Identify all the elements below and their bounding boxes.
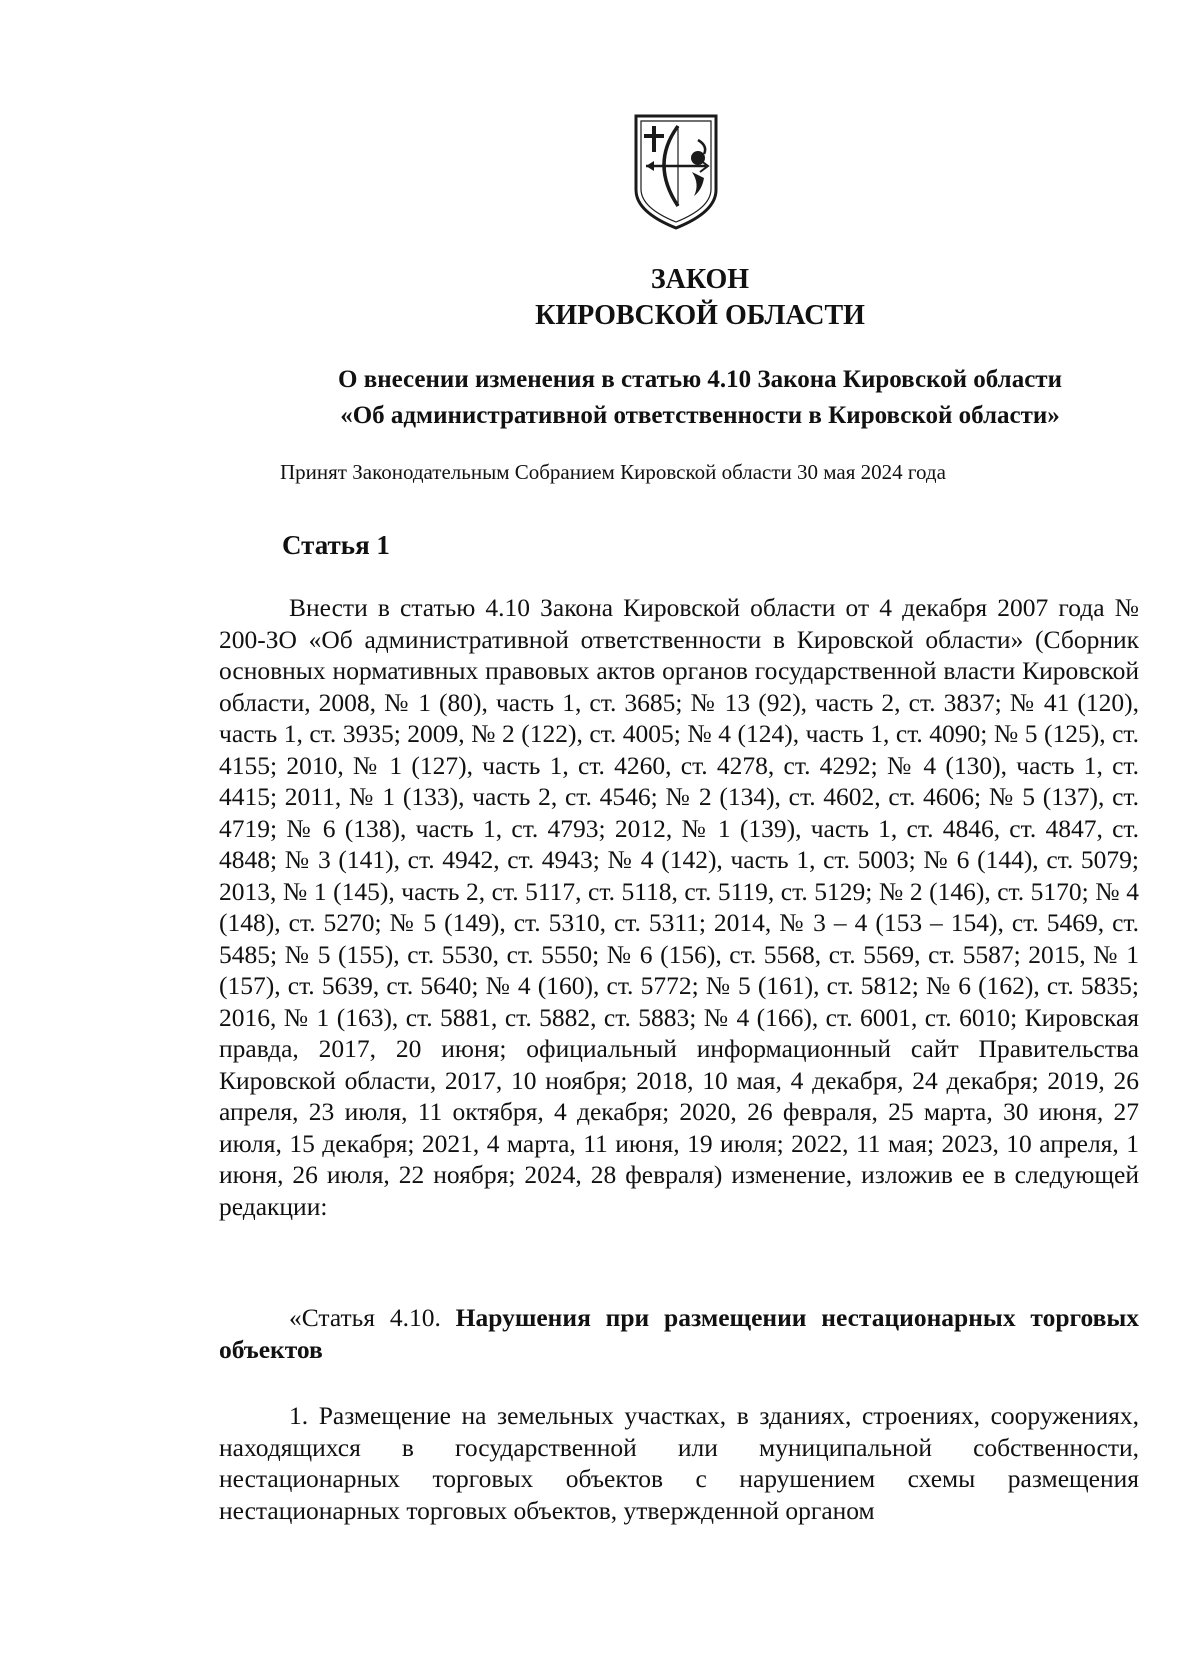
quoted-article-number: «Статья 4.10. xyxy=(289,1303,441,1332)
law-subject-line-2: «Об административной ответственности в Кировской области» xyxy=(340,402,1060,429)
law-title xyxy=(260,262,1140,334)
point-1-text: 1. Размещение на земельных участках, в зданиях, строениях, сооружениях, находящихся в государственной или муниципальной собственности, нестационарных торговых объектов с нарушением схемы размещения нестационарных торговых объектов, утвержденной органом xyxy=(219,1401,1139,1525)
law-title-line-2: КИРОВСКОЙ ОБЛАСТИ xyxy=(535,300,865,331)
law-title-line-1: ЗАКОН xyxy=(650,264,750,295)
point-1 xyxy=(219,1400,1139,1526)
law-subject-line-1: О внесении изменения в статью 4.10 Закона Кировской области xyxy=(338,366,1062,393)
article-heading: Статья 1 xyxy=(282,530,390,560)
law-subject xyxy=(260,362,1140,434)
article-paragraph: Внести в статью 4.10 Закона Кировской области от 4 декабря 2007 года № 200-ЗО «Об административной ответственности в Кировской области» (Сборник основных нормативных правовых актов органов государственной власти Кировской области, 2008, № 1 (80), часть 1, ст. 3685; № 13 (92), часть 2, ст. 3837; № 41 (120), часть 1, ст. 3935; 2009, № 2 (122), ст. 4005; № 4 (124), часть 1, ст. 4090; № 5 (125), ст. 4155; 2010, № 1 (127), часть 1, ст. 4260, ст. 4278, ст. 4292; № 4 (130), часть 1, ст. 4415; 2011, № 1 (133), часть 2, ст. 4546; № 2 (134), ст. 4602, ст. 4606; № 5 (137), ст. 4719; № 6 (138), часть 1, ст. 4793; 2012, № 1 (139), часть 1, ст. 4846, ст. 4847, ст. 4848; № 3 (141), ст. 4942, ст. 4943; № 4 (142), часть 1, ст. 5003; № 6 (144), ст. 5079; 2013, № 1 (145), часть 2, ст. 5117, ст. 5118, ст. 5119, ст. 5129; № 2 (146), ст. 5170; № 4 (148), ст. 5270; № 5 (149), ст. 5310, ст. 5311; 2014, № 3 – 4 (153 – 154), ст. 5469, ст. 5485; № 5 (155), ст. 5530, ст. 5550; № 6 (156), ст. 5568, ст. 5569, ст. 5587; 2015, № 1 (157), ст. 5639, ст. 5640; № 4 (160), ст. 5772; № 5 (161), ст. 5812; № 6 (162), ст. 5835; 2016, № 1 (163), ст. 5881, ст. 5882, ст. 5883; № 4 (166), ст. 6001, ст. 6010; Кировская правда, 2017, 20 июня; официальный информационный сайт Правительства Кировской области, 2017, 10 ноября; 2018, 10 мая, 4 декабря, 24 декабря; 2019, 26 апреля, 23 июля, 11 октября, 4 декабря; 2020, 26 февраля, 25 марта, 30 июня, 27 июля, 15 декабря; 2021, 4 марта, 11 июня, 19 июля; 2022, 11 мая; 2023, 10 апреля, 1 июня, 26 июля, 22 ноября; 2024, 28 февраля) изменение, изложив ее в следующей редакции: xyxy=(219,593,1139,1221)
quoted-article-heading xyxy=(219,1302,1139,1365)
quoted-article-title: Нарушения при размещении нестационарных торговых объектов xyxy=(219,1303,1140,1364)
article-text xyxy=(219,592,1139,1222)
adoption-note: Принят Законодательным Собранием Кировской области 30 мая 2024 года xyxy=(280,460,946,484)
coat-of-arms-icon xyxy=(628,112,724,232)
